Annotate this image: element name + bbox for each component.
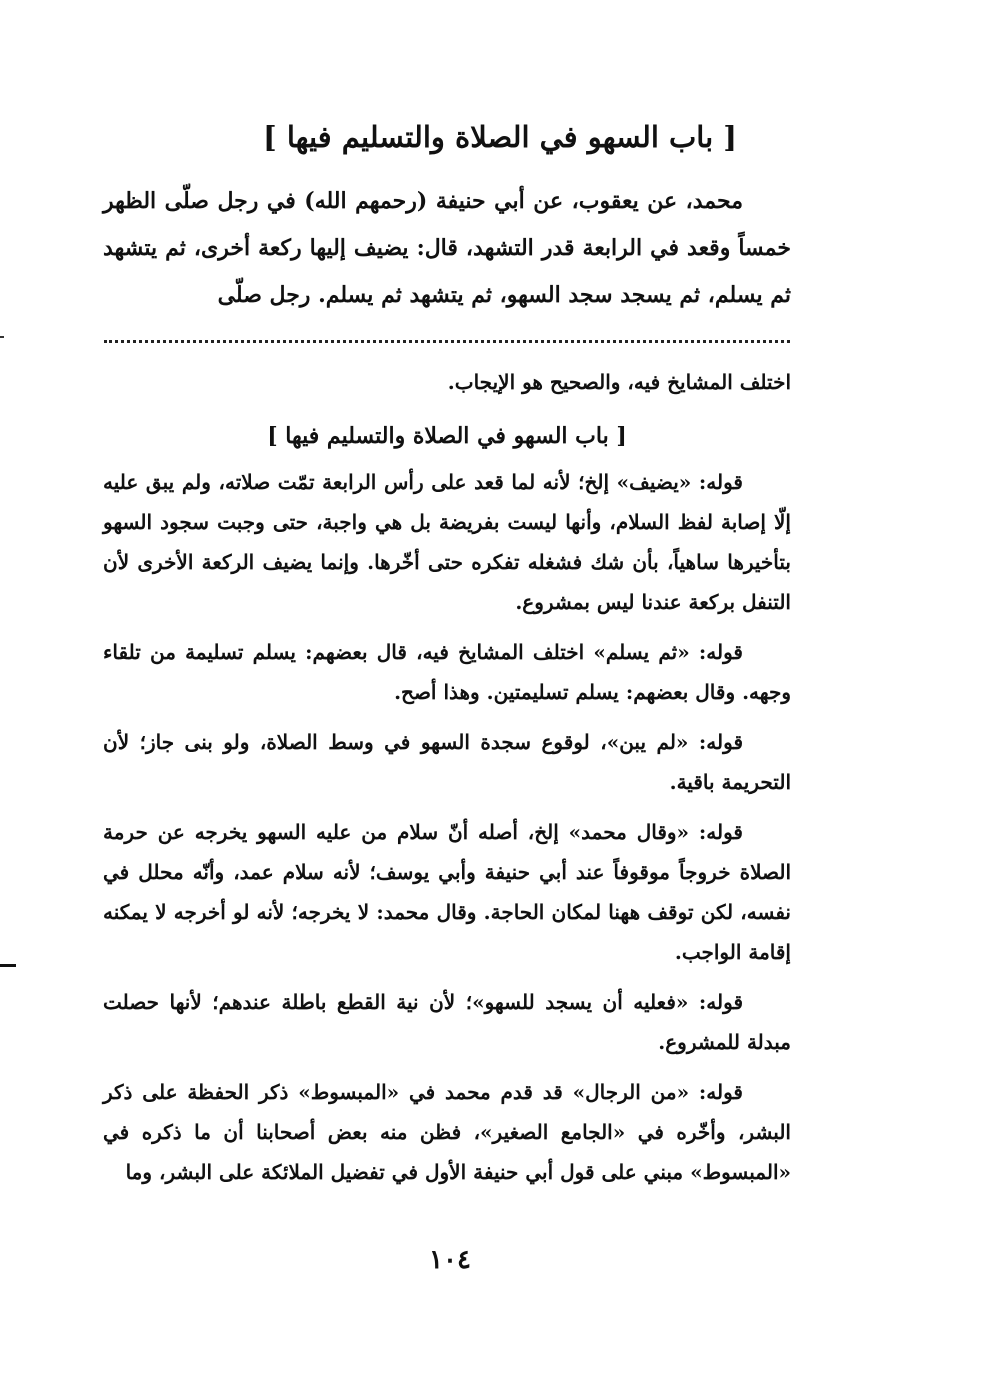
commentary-paragraph: قوله: «فعليه أن يسجد للسهو»؛ لأن نية القطع باطلة عندهم؛ لأنها حصلت مبدلة للمشروع. bbox=[103, 990, 791, 1054]
scan-edge-mark-top bbox=[0, 336, 4, 338]
commentary-paragraph: قوله: «من الرجال» قد قدم محمد في «المبسوط» ذكر الحفظة على ذكر البشر، وأخّره في «الجامع الصغير»، فظن منه بعض أصحابنا أن ما ذكره في «المبسوط» مبني على قول أبي حنيفة الأول في تفضيل الملائكة على البشر، وما bbox=[103, 1080, 791, 1184]
commentary-paragraph: قوله: «ثم يسلم» اختلف المشايخ فيه، قال بعضهم: يسلم تسليمة من تلقاء وجهه. وقال بعضهم: يسلم تسليمتين. وهذا أصح. bbox=[103, 640, 791, 704]
commentary-paragraph: قوله: «لم يبن»، لوقوع سجدة السهو في وسط الصلاة، ولو بنى جاز؛ لأن التحريمة باقية. bbox=[103, 730, 791, 794]
main-text: محمد، عن يعقوب، عن أبي حنيفة (رحمهم الله) في رجل صلّى الظهر خمساً وقعد في الرابعة قدر التشهد، قال: يضيف إليها ركعة أخرى، ثم يتشهد ثم يسلم، ثم يسجد سجد السهو، ثم يتشهد ثم يسلم. رجل صلّى bbox=[103, 188, 791, 308]
commentary-lead: اختلف المشايخ فيه، والصحيح هو الإيجاب. bbox=[447, 370, 791, 394]
commentary-section bbox=[103, 360, 791, 1202]
commentary-paragraph: قوله: «وقال محمد» إلخ، أصله أنّ سلام من عليه السهو يخرجه عن حرمة الصلاة خروجاً موقوفاً عند أبي حنيفة وأبي يوسف؛ لأنه سلام عمد، وأنّه محلل في نفسه، لكن توقف ههنا لمكان الحاجة. وقال محمد: لا يخرجه؛ لأنه لو أخرجه لا يمكنه إقامة الواجب. bbox=[103, 820, 791, 964]
chapter-title: [ باب السهو في الصلاة والتسليم فيها ] bbox=[263, 120, 737, 154]
scan-edge-mark bbox=[0, 964, 16, 967]
commentary-paragraph: قوله: «يضيف» إلخ؛ لأنه لما قعد على رأس الرابعة تمّت صلاته، ولم يبق عليه إلّا إصابة لفظ السلام، وأنها ليست بفريضة بل هي واجبة، حتى وجبت سجود السهو بتأخيرها ساهياً، بأن شك فشغله تفكره حتى أخّرها. وإنما يضيف الركعة الأخرى لأن التنفل بركعة عندنا ليس بمشروع. bbox=[103, 470, 791, 614]
commentary-title: [ باب السهو في الصلاة والتسليم فيها ] bbox=[267, 423, 627, 449]
dotted-divider bbox=[104, 340, 790, 343]
page-number: ١٠٤ bbox=[429, 1245, 471, 1275]
